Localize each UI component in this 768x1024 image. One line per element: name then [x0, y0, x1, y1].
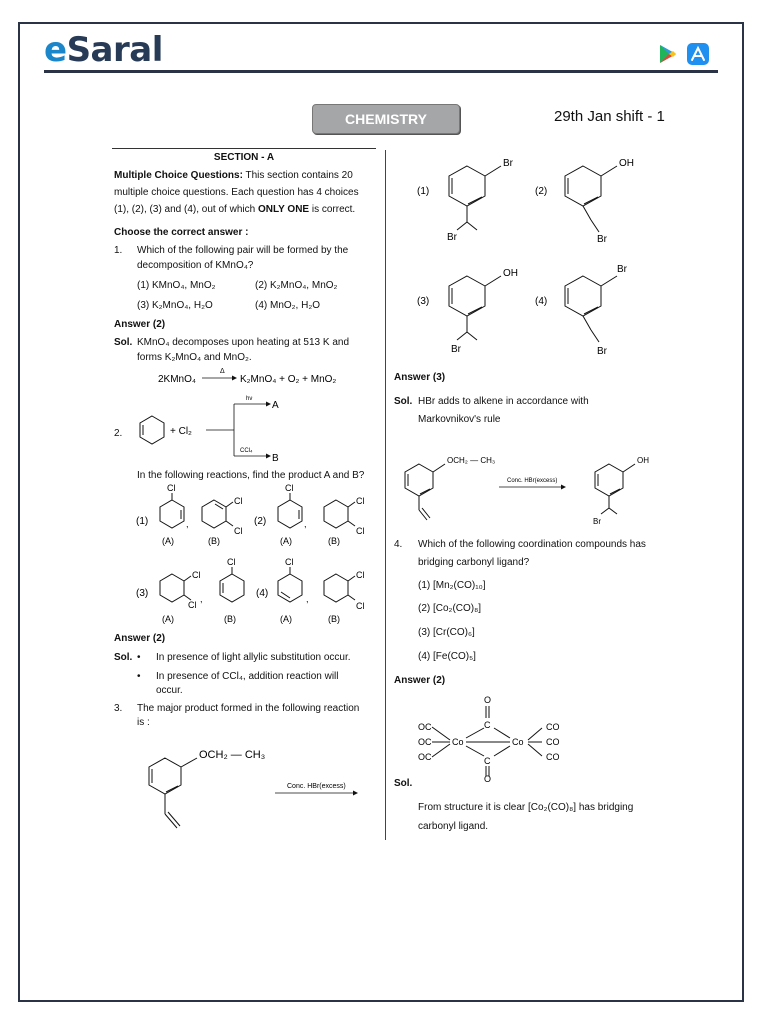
svg-text:Cl: Cl — [167, 483, 176, 493]
q3-option-3 — [417, 268, 518, 355]
svg-text:Cl: Cl — [285, 483, 294, 493]
mcq-line-3: (1), (2), (3) and (4), out of which ONLY ONE is correct. — [114, 204, 356, 215]
svg-text:,: , — [304, 519, 307, 529]
q3-text-1: The major product formed in the following reaction — [137, 703, 360, 714]
svg-text:(1): (1) — [136, 516, 149, 527]
svg-text:(A): (A) — [162, 614, 174, 624]
q4-sol-label: Sol. — [394, 778, 413, 789]
svg-text:(B): (B) — [328, 614, 340, 624]
q2-option-2 — [254, 483, 365, 546]
svg-text:Cl: Cl — [285, 557, 294, 567]
svg-text:CCl₄: CCl₄ — [240, 448, 253, 454]
svg-text:Δ: Δ — [220, 368, 225, 375]
svg-text:2KMnO₄: 2KMnO₄ — [158, 374, 196, 385]
svg-text:Cl: Cl — [356, 496, 365, 506]
q1-text-1: Which of the following pair will be formed by the — [137, 245, 349, 256]
q2-options — [130, 482, 380, 630]
app-store-icon[interactable] — [687, 43, 709, 65]
svg-text:C: C — [484, 756, 491, 766]
q4-text-1: Which of the following coordination compounds has — [418, 539, 646, 550]
svg-text:Cl: Cl — [188, 600, 197, 610]
svg-text:Cl: Cl — [356, 601, 365, 611]
q4-sol-2: carbonyl ligand. — [418, 821, 489, 832]
svg-text:Br: Br — [447, 232, 457, 243]
svg-text:OCH₂ — CH₃: OCH₂ — CH₃ — [447, 456, 496, 465]
q3-answer: Answer (3) — [394, 372, 446, 383]
q2-option-3 — [136, 557, 244, 624]
svg-text:O: O — [484, 774, 492, 782]
q2-sol-label: Sol. — [114, 652, 133, 663]
svg-text:Br: Br — [451, 344, 461, 355]
section-title: SECTION - A — [213, 152, 275, 163]
q2-number: 2. — [114, 428, 123, 439]
svg-text:Cl: Cl — [356, 526, 365, 536]
svg-text:,: , — [200, 594, 203, 604]
svg-text:,: , — [186, 519, 189, 529]
svg-text:OC: OC — [418, 752, 432, 762]
q1-sol-2: forms K₂MnO₄ and MnO₂. — [137, 352, 252, 363]
svg-text:Br: Br — [617, 264, 627, 275]
svg-text:CO: CO — [546, 722, 560, 732]
section-rule — [112, 148, 376, 149]
q4-answer: Answer (2) — [394, 675, 446, 686]
q1-answer: Answer (2) — [114, 319, 166, 330]
q4-co2co8-structure — [410, 690, 580, 782]
svg-text:B: B — [272, 453, 279, 464]
q3-sol-2: Markovnikov's rule — [418, 414, 501, 425]
svg-text:A: A — [272, 400, 279, 411]
svg-text:OH: OH — [637, 456, 649, 465]
svg-text:Br: Br — [597, 234, 607, 245]
svg-text:(3): (3) — [417, 296, 430, 307]
q1-option-2: (2) K₂MnO₄, MnO₂ — [255, 280, 338, 291]
svg-text:Cl: Cl — [227, 557, 236, 567]
svg-text:Co: Co — [452, 737, 464, 747]
q3-number: 3. — [114, 703, 123, 714]
svg-text:(2): (2) — [535, 186, 548, 197]
q2-answer: Answer (2) — [114, 633, 166, 644]
svg-text:K₂MnO₄ + O₂ + MnO₂: K₂MnO₄ + O₂ + MnO₂ — [240, 374, 337, 385]
q2-sol-2b: occur. — [156, 685, 183, 696]
q2-bullet-2: • — [137, 671, 141, 682]
shift-label: 29th Jan shift - 1 — [554, 108, 665, 125]
header-rule — [44, 70, 718, 73]
q3-option-2 — [535, 158, 634, 245]
q1-sol-1: KMnO₄ decomposes upon heating at 513 K and — [137, 337, 350, 348]
q3-solution-scheme — [395, 446, 675, 536]
q1-equation — [150, 365, 350, 389]
mcq-line-1: Multiple Choice Questions: This section contains 20 — [114, 170, 353, 181]
svg-text:CO: CO — [546, 752, 560, 762]
q3-sol-1: HBr adds to alkene in accordance with — [418, 396, 589, 407]
svg-text:Br: Br — [503, 158, 513, 169]
google-play-icon[interactable] — [660, 45, 676, 63]
q4-text-2: bridging carbonyl ligand? — [418, 557, 530, 568]
svg-text:(B): (B) — [224, 614, 236, 624]
q4-option-4: (4) [Fe(CO)₅] — [418, 651, 476, 662]
svg-text:(1): (1) — [417, 186, 430, 197]
svg-text:(3): (3) — [136, 588, 149, 599]
q3-options — [395, 152, 685, 362]
svg-text:O: O — [484, 695, 492, 705]
q2-option-1 — [136, 483, 243, 546]
svg-text:Br: Br — [597, 346, 607, 357]
svg-text:Cl: Cl — [234, 496, 243, 506]
svg-text:Br: Br — [593, 517, 601, 526]
svg-text:(B): (B) — [208, 536, 220, 546]
q2-option-4 — [256, 557, 365, 624]
q1-number: 1. — [114, 245, 123, 256]
svg-text:Cl: Cl — [234, 526, 243, 536]
q2-sol-1: In presence of light allylic substitution occur. — [156, 652, 351, 663]
svg-text:Conc. HBr(excess): Conc. HBr(excess) — [507, 478, 558, 484]
q4-option-1: (1) [Mn₂(CO)₁₀] — [418, 580, 486, 591]
q4-sol-1: From structure it is clear [Co₂(CO)₈] has bridging — [418, 802, 634, 813]
esaral-logo[interactable]: eSaral — [44, 30, 163, 70]
q4-option-3: (3) [Cr(CO)₆] — [418, 627, 475, 638]
svg-text:OC: OC — [418, 722, 432, 732]
svg-text:hν: hν — [246, 396, 253, 402]
svg-text:Cl: Cl — [356, 570, 365, 580]
svg-text:(B): (B) — [328, 536, 340, 546]
svg-text:+ Cl₂: + Cl₂ — [170, 426, 192, 437]
svg-text:Conc. HBr(excess): Conc. HBr(excess) — [287, 783, 346, 790]
column-divider — [385, 150, 386, 840]
q3-sol-label: Sol. — [394, 396, 413, 407]
q3-text-2: is : — [137, 717, 150, 728]
svg-text:,: , — [306, 594, 309, 604]
q2-sol-2a: In presence of CCl₄, addition reaction will — [156, 671, 339, 682]
svg-text:(A): (A) — [280, 536, 292, 546]
svg-text:(4): (4) — [535, 296, 548, 307]
choose-heading: Choose the correct answer : — [114, 227, 249, 238]
q1-option-1: (1) KMnO₄, MnO₂ — [137, 280, 216, 291]
mcq-line-2: multiple choice questions. Each question has 4 choices — [114, 187, 359, 198]
q1-text-2: decomposition of KMnO₄? — [137, 260, 254, 271]
svg-text:Co: Co — [512, 737, 524, 747]
svg-text:OC: OC — [418, 737, 432, 747]
svg-text:C: C — [484, 720, 491, 730]
svg-text:(A): (A) — [280, 614, 292, 624]
q1-option-3: (3) K₂MnO₄, H₂O — [137, 300, 213, 311]
svg-text:(4): (4) — [256, 588, 269, 599]
q2-question: In the following reactions, find the product A and B? — [137, 470, 365, 481]
svg-text:OH: OH — [619, 158, 634, 169]
svg-text:(A): (A) — [162, 536, 174, 546]
q3-option-4 — [535, 264, 628, 357]
subject-badge: CHEMISTRY — [312, 104, 460, 134]
svg-text:CO: CO — [546, 737, 560, 747]
q2-bullet-1: • — [137, 652, 141, 663]
q4-option-2: (2) [Co₂(CO)₈] — [418, 603, 482, 614]
svg-text:Cl: Cl — [192, 570, 201, 580]
svg-text:OH: OH — [503, 268, 518, 279]
q3-reactant — [135, 738, 375, 838]
q2-reaction-scheme — [130, 392, 290, 467]
svg-text:(2): (2) — [254, 516, 267, 527]
app-store-links — [656, 42, 712, 66]
q1-sol-label: Sol. — [114, 337, 133, 348]
q1-option-4: (4) MnO₂, H₂O — [255, 300, 320, 311]
q3-option-1 — [417, 158, 514, 243]
svg-text:OCH₂ — CH₃: OCH₂ — CH₃ — [199, 749, 266, 761]
q4-number: 4. — [394, 539, 403, 550]
